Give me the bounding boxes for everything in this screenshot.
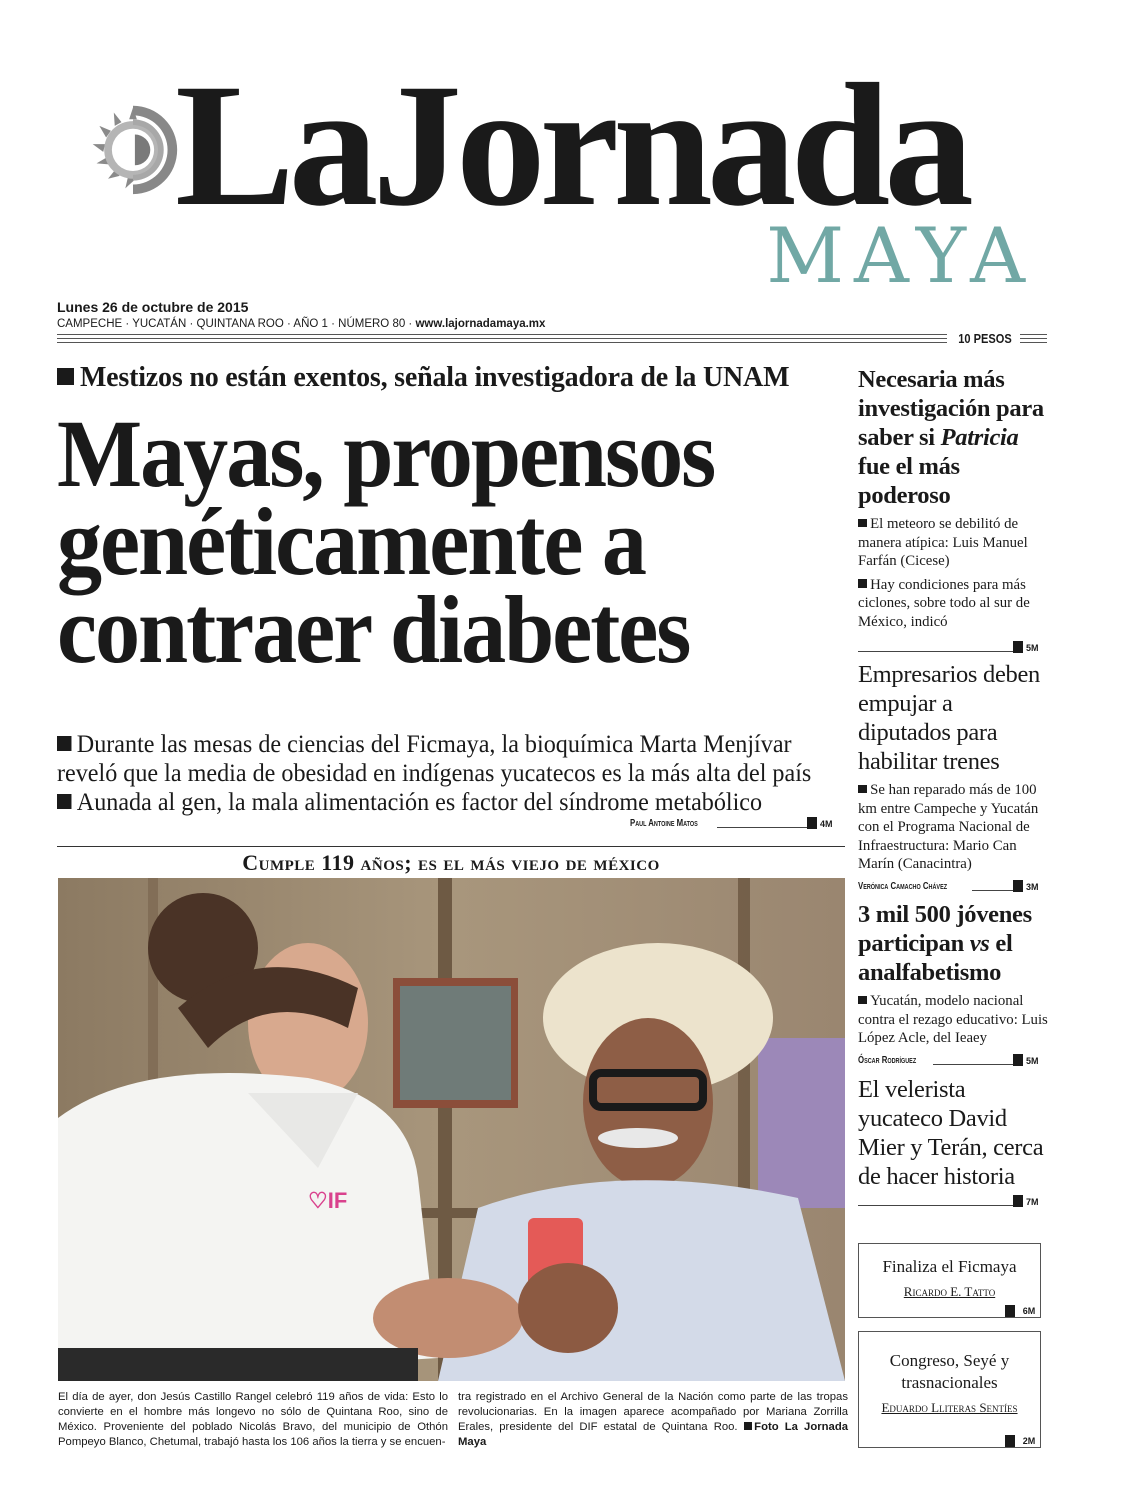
sun-half-circle-icon (85, 100, 181, 196)
newspaper-title: LaJornada (175, 48, 968, 243)
box-ficmaya[interactable] (858, 1243, 1041, 1318)
svg-text:♡IF: ♡IF (308, 1188, 348, 1213)
sidebar-headline: 3 mil 500 jóvenes participan vs el analfabetismo (858, 901, 1032, 986)
page-reference[interactable]: 5M (1026, 1055, 1039, 1066)
page-marker-icon (1005, 1435, 1015, 1447)
box-title: Congreso, Seyé y trasnacionales (889, 1351, 1010, 1392)
page-reference[interactable]: 5M (1026, 643, 1039, 653)
sidebar-bullet: El meteoro se debilitó de manera atípica: Luis Manuel Farfán (Cicese) (858, 516, 1028, 569)
deck-item: Aunada al gen, la mala alimentación es factor del síndrome metabólico (57, 788, 819, 817)
box-congreso[interactable] (858, 1331, 1041, 1448)
edition-info: CAMPECHE · YUCATÁN · QUINTANA ROO · AÑO 1 · NÚMERO 80 · (57, 318, 416, 330)
edition-line (57, 318, 545, 330)
deck-item: Durante las mesas de ciencias del Ficmaya, la bioquímica Marta Menjívar reveló que la media de obesidad en indígenas yucatecos es la más alta del país (57, 731, 812, 787)
photo-kicker: Cumple 119 años; es el más viejo de méxico (242, 850, 660, 875)
box-footer (859, 1305, 1040, 1317)
headline-line: genéticamente a (57, 488, 645, 595)
sidebar-story-patricia[interactable] (858, 365, 1048, 653)
box-author: Eduardo Lliteras Sentíes (881, 1400, 1018, 1415)
page-marker-icon (807, 817, 817, 829)
main-kicker-text: Mestizos no están exentos, señala investigadora de la UNAM (79, 362, 790, 393)
box-footer (859, 1435, 1040, 1447)
page-reference[interactable]: 3M (1026, 881, 1039, 892)
byline-row (858, 1195, 1048, 1207)
page-marker-icon (1013, 641, 1023, 653)
page-reference[interactable]: 4M (820, 819, 833, 829)
sidebar-bullet: Se han reparado más de 100 km entre Campeche y Yucatán con el Programa Nacional de Infraestructura: Mario Can Marín (Canacintra) (858, 782, 1039, 872)
price-label: 10 PESOS (958, 331, 1012, 346)
sidebar-bullet: Yucatán, modelo nacional contra el rezago educativo: Luis López Acle, del Ieaey (858, 993, 1048, 1046)
byline-row (858, 1054, 1048, 1066)
bullet-square-icon (858, 996, 867, 1005)
main-kicker (57, 362, 789, 394)
page-reference[interactable]: 2M (1022, 1436, 1036, 1446)
main-byline-row (630, 817, 842, 829)
byline-rule (858, 651, 1013, 652)
page-reference[interactable]: 7M (1026, 1197, 1039, 1207)
bullet-square-icon (57, 736, 71, 751)
page-reference[interactable]: 6M (1022, 1306, 1036, 1316)
byline-rule (858, 1205, 1013, 1206)
photo-caption-col-1: El día de ayer, don Jesús Castillo Rangel celebró 119 años de vida: Esto lo convierte en el hombre más longevo no sólo de Quintana Roo, sino de México. Proveniente del poblado Nicolás Bravo, del municipio de Othón Pompeyo Blanco, Chetumal, trabajó hasta los 106 años la tierra y se encuen- (58, 1391, 448, 1448)
lead-photo[interactable] (58, 878, 845, 1381)
byline: Paul Antoine Matos (630, 818, 698, 829)
byline-row (858, 880, 1048, 892)
box-title: Finaliza el Ficmaya (882, 1257, 1017, 1276)
sidebar-story-analfabetismo[interactable] (858, 900, 1048, 1066)
sidebar-story-trenes[interactable] (858, 660, 1048, 892)
box-author: Ricardo E. Tatto (903, 1284, 996, 1299)
page-marker-icon (1013, 1054, 1023, 1066)
bullet-square-icon (57, 794, 71, 809)
newspaper-subtitle: MAYA (766, 211, 1035, 300)
bullet-square-icon (858, 519, 867, 528)
page-marker-icon (1013, 1195, 1023, 1207)
page-marker-icon (1005, 1305, 1015, 1317)
headline-line: Mayas, propensos (57, 400, 715, 507)
byline: Verónica Camacho Chávez (858, 880, 948, 892)
website-link[interactable]: www.lajornadamaya.mx (415, 318, 546, 330)
sidebar-headline: Empresarios deben empujar a diputados para habilitar trenes (858, 661, 1040, 775)
bullet-square-icon (57, 368, 74, 385)
sidebar-headline: El velerista yucateco David Mier y Terán, cerca de hacer historia (858, 1076, 1044, 1190)
photo-illustration (58, 878, 845, 1381)
byline: Óscar Rodríguez (858, 1054, 917, 1066)
bullet-square-icon (744, 1422, 752, 1430)
sidebar-bullet: Hay condiciones para más ciclones, sobre todo al sur de México, indicó (858, 576, 1030, 630)
header-rule-right (1020, 334, 1047, 343)
bullet-square-icon (858, 579, 867, 588)
byline-row (858, 641, 1048, 653)
photo-caption-col-2: tra registrado en el Archivo General de la Nación como parte de las tropas revolucionarias. En la imagen aparece acompañado por Mariana Zorrilla Erales, presidente del DIF estatal de Quintana Roo. Foto La Jornada Maya (458, 1391, 848, 1448)
sidebar-story-velerista[interactable] (858, 1075, 1048, 1207)
bullet-square-icon (858, 785, 867, 794)
page-marker-icon (1013, 880, 1023, 892)
byline-rule (717, 827, 807, 828)
section-rule (57, 846, 845, 847)
header-rule (57, 334, 947, 343)
main-headline[interactable] (57, 400, 800, 683)
masthead (55, 48, 1045, 300)
main-deck (57, 730, 819, 817)
issue-date: Lunes 26 de octubre de 2015 (57, 299, 249, 315)
byline-rule (972, 890, 1013, 891)
sidebar-headline: Necesaria más investigación para saber si Patricia fue el más poderoso (858, 366, 1044, 509)
byline-rule (933, 1064, 1013, 1065)
headline-line: contraer diabetes (57, 576, 690, 683)
photo-credit: Foto La Jornada Maya (458, 1421, 848, 1448)
